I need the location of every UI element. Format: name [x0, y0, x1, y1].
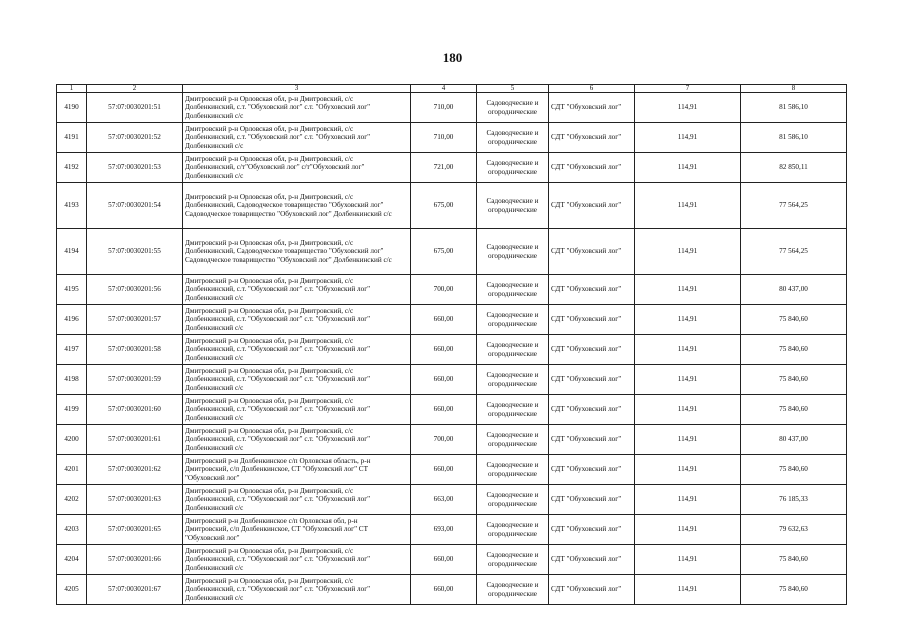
row-number-cell: 4193 — [57, 183, 87, 229]
area-cell: 700,00 — [411, 275, 477, 305]
address-line: Дмитровский р-н Орловская обл, р-н Дмитровский, с/с — [185, 486, 354, 495]
address-line: Долбенкинский с/с — [185, 293, 244, 302]
organization-cell: СДТ "Обуховский лог" — [549, 575, 635, 605]
unit-price-cell: 114,91 — [635, 425, 741, 455]
address-cell — [183, 545, 411, 575]
unit-price-cell: 114,91 — [635, 183, 741, 229]
land-use-line: огороднические — [488, 589, 537, 598]
row-number-cell: 4192 — [57, 153, 87, 183]
address-line: Долбенкинский, с.т. "Обуховский лог" с.т. "Обуховский лог" — [185, 585, 371, 594]
organization-cell: СДТ "Обуховский лог" — [549, 455, 635, 485]
address-line: Долбенкинский с/с — [185, 443, 244, 452]
unit-price-cell: 114,91 — [635, 305, 741, 335]
address-cell — [183, 93, 411, 123]
address-cell — [183, 515, 411, 545]
address-line: Долбенкинский с/с — [185, 353, 244, 362]
address-line: Дмитровский р-н Орловская обл, р-н Дмитровский, с/с — [185, 306, 354, 315]
organization-cell: СДТ "Обуховский лог" — [549, 545, 635, 575]
row-number-cell: 4197 — [57, 335, 87, 365]
row-number-cell: 4190 — [57, 93, 87, 123]
unit-price-cell: 114,91 — [635, 335, 741, 365]
address-line: Долбенкинский с/с — [185, 413, 244, 422]
cadastral-value-cell: 81 586,10 — [741, 93, 847, 123]
address-line: Дмитровский, с/п Долбенкинское, СТ "Обуховский лог" СТ — [185, 465, 368, 474]
area-cell: 660,00 — [411, 455, 477, 485]
address-line: Долбенкинский с/с — [185, 323, 244, 332]
organization-cell: СДТ "Обуховский лог" — [549, 425, 635, 455]
table-row — [57, 305, 847, 335]
row-number-cell: 4194 — [57, 229, 87, 275]
address-line: Долбенкинский, с.т. "Обуховский лог" с.т. "Обуховский лог" — [185, 133, 371, 142]
address-line: Долбенкинский, с.т. "Обуховский лог" с.т. "Обуховский лог" — [185, 345, 371, 354]
address-cell — [183, 485, 411, 515]
address-cell — [183, 575, 411, 605]
land-use-line: Садоводческие и — [486, 550, 539, 559]
area-cell: 693,00 — [411, 515, 477, 545]
table-row — [57, 183, 847, 229]
row-number-cell: 4201 — [57, 455, 87, 485]
cadastral-number-cell: 57:07:0030201:66 — [87, 545, 183, 575]
organization-cell: СДТ "Обуховский лог" — [549, 275, 635, 305]
cadastral-number-cell: 57:07:0030201:65 — [87, 515, 183, 545]
unit-price-cell: 114,91 — [635, 229, 741, 275]
address-line: Дмитровский р-н Долбенкинское с/п Орловская обл, р-н — [185, 516, 358, 525]
area-cell: 663,00 — [411, 485, 477, 515]
address-cell — [183, 153, 411, 183]
row-number-cell: 4199 — [57, 395, 87, 425]
cadastral-value-cell: 75 840,60 — [741, 335, 847, 365]
table-row — [57, 515, 847, 545]
row-number-cell: 4204 — [57, 545, 87, 575]
address-line: Дмитровский р-н Орловская обл, р-н Дмитровский, с/с — [185, 154, 354, 163]
cadastral-number-cell: 57:07:0030201:61 — [87, 425, 183, 455]
land-use-cell — [477, 365, 549, 395]
cadastral-value-cell: 75 840,60 — [741, 455, 847, 485]
cadastral-value-cell: 80 437,00 — [741, 275, 847, 305]
land-use-cell — [477, 335, 549, 365]
land-use-line: Садоводческие и — [486, 196, 539, 205]
cadastral-number-cell: 57:07:0030201:55 — [87, 229, 183, 275]
land-use-cell — [477, 183, 549, 229]
table-row — [57, 455, 847, 485]
area-cell: 675,00 — [411, 183, 477, 229]
table-row — [57, 395, 847, 425]
row-number-cell: 4195 — [57, 275, 87, 305]
address-line: Долбенкинский с/с — [185, 141, 244, 150]
table-row — [57, 93, 847, 123]
address-line: Долбенкинский, с/т"Обуховский лог" с/т"Обуховский лог" — [185, 163, 365, 172]
address-line: Дмитровский, с/п Долбенкинское, СТ "Обуховский лог" СТ — [185, 525, 368, 534]
land-use-cell — [477, 93, 549, 123]
land-use-line: Садоводческие и — [486, 430, 539, 439]
address-cell — [183, 123, 411, 153]
organization-cell: СДТ "Обуховский лог" — [549, 183, 635, 229]
row-number-cell: 4203 — [57, 515, 87, 545]
unit-price-cell: 114,91 — [635, 153, 741, 183]
cadastral-number-cell: 57:07:0030201:63 — [87, 485, 183, 515]
cadastral-value-cell: 75 840,60 — [741, 545, 847, 575]
area-cell: 660,00 — [411, 305, 477, 335]
area-cell: 710,00 — [411, 93, 477, 123]
table-row — [57, 575, 847, 605]
cadastral-value-cell: 75 840,60 — [741, 305, 847, 335]
address-line: Дмитровский р-н Орловская обл, р-н Дмитровский, с/с — [185, 192, 354, 201]
cadastral-number-cell: 57:07:0030201:62 — [87, 455, 183, 485]
address-line: Дмитровский р-н Орловская обл, р-н Дмитровский, с/с — [185, 124, 354, 133]
land-use-line: Садоводческие и — [486, 340, 539, 349]
land-use-line: Садоводческие и — [486, 460, 539, 469]
column-header-1: 1 — [57, 85, 87, 93]
cadastral-value-cell: 75 840,60 — [741, 575, 847, 605]
address-cell — [183, 183, 411, 229]
land-use-line: огороднические — [488, 439, 537, 448]
cadastral-number-cell: 57:07:0030201:51 — [87, 93, 183, 123]
column-header-2: 2 — [87, 85, 183, 93]
land-use-line: огороднические — [488, 107, 537, 116]
land-use-cell — [477, 123, 549, 153]
cadastral-value-cell: 75 840,60 — [741, 395, 847, 425]
unit-price-cell: 114,91 — [635, 395, 741, 425]
address-line: Садоводческое товарищество "Обуховский лог" Долбенкинский с/с — [185, 209, 392, 218]
address-line: Долбенкинский, Садоводческое товарищество "Обуховский лог" — [185, 247, 384, 256]
area-cell: 660,00 — [411, 335, 477, 365]
organization-cell: СДТ "Обуховский лог" — [549, 229, 635, 275]
organization-cell: СДТ "Обуховский лог" — [549, 365, 635, 395]
address-line: "Обуховский лог" — [185, 473, 240, 482]
cadastral-value-cell: 79 632,63 — [741, 515, 847, 545]
column-header-row — [57, 85, 847, 93]
land-use-line: огороднические — [488, 499, 537, 508]
row-number-cell: 4196 — [57, 305, 87, 335]
column-header-4: 4 — [411, 85, 477, 93]
cadastral-value-cell: 77 564,25 — [741, 183, 847, 229]
organization-cell: СДТ "Обуховский лог" — [549, 123, 635, 153]
row-number-cell: 4198 — [57, 365, 87, 395]
cadastral-number-cell: 57:07:0030201:59 — [87, 365, 183, 395]
land-use-cell — [477, 485, 549, 515]
row-number-cell: 4205 — [57, 575, 87, 605]
address-line: Дмитровский р-н Орловская обл, р-н Дмитровский, с/с — [185, 366, 354, 375]
unit-price-cell: 114,91 — [635, 123, 741, 153]
cadastral-value-cell: 81 586,10 — [741, 123, 847, 153]
area-cell: 721,00 — [411, 153, 477, 183]
unit-price-cell: 114,91 — [635, 575, 741, 605]
address-cell — [183, 229, 411, 275]
land-use-line: Садоводческие и — [486, 580, 539, 589]
column-header-5: 5 — [477, 85, 549, 93]
cadastral-value-cell: 77 564,25 — [741, 229, 847, 275]
area-cell: 710,00 — [411, 123, 477, 153]
address-line: Дмитровский р-н Долбенкинское с/п Орловская область, р-н — [185, 456, 371, 465]
organization-cell: СДТ "Обуховский лог" — [549, 515, 635, 545]
address-line: Долбенкинский с/с — [185, 171, 244, 180]
area-cell: 660,00 — [411, 365, 477, 395]
land-use-line: Садоводческие и — [486, 520, 539, 529]
land-use-line: Садоводческие и — [486, 310, 539, 319]
address-cell — [183, 425, 411, 455]
cadastral-number-cell: 57:07:0030201:58 — [87, 335, 183, 365]
address-cell — [183, 275, 411, 305]
organization-cell: СДТ "Обуховский лог" — [549, 395, 635, 425]
column-header-3: 3 — [183, 85, 411, 93]
address-line: Долбенкинский с/с — [185, 563, 244, 572]
table-row — [57, 335, 847, 365]
land-use-line: Садоводческие и — [486, 490, 539, 499]
column-header-7: 7 — [635, 85, 741, 93]
table-row — [57, 275, 847, 305]
land-use-line: Садоводческие и — [486, 158, 539, 167]
table-row — [57, 365, 847, 395]
address-line: Долбенкинский, с.т. "Обуховский лог" с.т. "Обуховский лог" — [185, 405, 371, 414]
address-line: Долбенкинский, с.т. "Обуховский лог" с.т. "Обуховский лог" — [185, 495, 371, 504]
table-row — [57, 425, 847, 455]
cadastral-value-cell: 82 850,11 — [741, 153, 847, 183]
land-use-cell — [477, 515, 549, 545]
area-cell: 660,00 — [411, 395, 477, 425]
cadastral-number-cell: 57:07:0030201:57 — [87, 305, 183, 335]
table-row — [57, 229, 847, 275]
address-cell — [183, 395, 411, 425]
column-header-6: 6 — [549, 85, 635, 93]
unit-price-cell: 114,91 — [635, 485, 741, 515]
land-use-line: огороднические — [488, 167, 537, 176]
table-row — [57, 123, 847, 153]
address-line: "Обуховский лог" — [185, 533, 240, 542]
land-use-cell — [477, 575, 549, 605]
address-line: Долбенкинский с/с — [185, 503, 244, 512]
cadastral-number-cell: 57:07:0030201:54 — [87, 183, 183, 229]
organization-cell: СДТ "Обуховский лог" — [549, 335, 635, 365]
address-line: Дмитровский р-н Орловская обл, р-н Дмитровский, с/с — [185, 426, 354, 435]
address-line: Долбенкинский с/с — [185, 111, 244, 120]
land-use-cell — [477, 545, 549, 575]
row-number-cell: 4200 — [57, 425, 87, 455]
page-number: 180 — [442, 50, 463, 65]
land-use-line: огороднические — [488, 469, 537, 478]
area-cell: 675,00 — [411, 229, 477, 275]
cadastral-number-cell: 57:07:0030201:67 — [87, 575, 183, 605]
land-use-line: огороднические — [488, 289, 537, 298]
land-use-line: Садоводческие и — [486, 242, 539, 251]
land-use-line: огороднические — [488, 379, 537, 388]
address-cell — [183, 455, 411, 485]
unit-price-cell: 114,91 — [635, 545, 741, 575]
registry-table — [56, 84, 847, 605]
address-line: Дмитровский р-н Орловская обл, р-н Дмитровский, с/с — [185, 396, 354, 405]
cadastral-value-cell: 76 185,33 — [741, 485, 847, 515]
address-line: Садоводческое товарищество "Обуховский лог" Долбенкинский с/с — [185, 255, 392, 264]
land-use-cell — [477, 425, 549, 455]
cadastral-value-cell: 80 437,00 — [741, 425, 847, 455]
land-use-line: Садоводческие и — [486, 98, 539, 107]
land-use-line: Садоводческие и — [486, 128, 539, 137]
land-use-line: огороднические — [488, 319, 537, 328]
address-cell — [183, 335, 411, 365]
land-use-line: огороднические — [488, 349, 537, 358]
cadastral-number-cell: 57:07:0030201:53 — [87, 153, 183, 183]
unit-price-cell: 114,91 — [635, 455, 741, 485]
land-use-line: огороднические — [488, 559, 537, 568]
area-cell: 660,00 — [411, 575, 477, 605]
address-line: Долбенкинский, Садоводческое товарищество "Обуховский лог" — [185, 201, 384, 210]
address-line: Долбенкинский, с.т. "Обуховский лог" с.т. "Обуховский лог" — [185, 103, 371, 112]
land-use-line: огороднические — [488, 529, 537, 538]
land-use-line: огороднические — [488, 137, 537, 146]
land-use-line: Садоводческие и — [486, 370, 539, 379]
cadastral-number-cell: 57:07:0030201:52 — [87, 123, 183, 153]
table-row — [57, 485, 847, 515]
cadastral-value-cell: 75 840,60 — [741, 365, 847, 395]
address-line: Долбенкинский с/с — [185, 593, 244, 602]
row-number-cell: 4202 — [57, 485, 87, 515]
unit-price-cell: 114,91 — [635, 515, 741, 545]
address-line: Дмитровский р-н Орловская обл, р-н Дмитровский, с/с — [185, 576, 354, 585]
land-use-line: огороднические — [488, 205, 537, 214]
table-row — [57, 153, 847, 183]
table-row — [57, 545, 847, 575]
land-use-cell — [477, 305, 549, 335]
organization-cell: СДТ "Обуховский лог" — [549, 485, 635, 515]
table-body — [57, 93, 847, 605]
address-line: Долбенкинский, с.т. "Обуховский лог" с.т. "Обуховский лог" — [185, 285, 371, 294]
address-line: Долбенкинский, с.т. "Обуховский лог" с.т. "Обуховский лог" — [185, 315, 371, 324]
row-number-cell: 4191 — [57, 123, 87, 153]
land-use-line: Садоводческие и — [486, 400, 539, 409]
land-use-line: огороднические — [488, 409, 537, 418]
cadastral-number-cell: 57:07:0030201:56 — [87, 275, 183, 305]
unit-price-cell: 114,91 — [635, 275, 741, 305]
column-header-8: 8 — [741, 85, 847, 93]
address-line: Дмитровский р-н Орловская обл, р-н Дмитровский, с/с — [185, 276, 354, 285]
address-line: Долбенкинский, с.т. "Обуховский лог" с.т. "Обуховский лог" — [185, 555, 371, 564]
address-line: Долбенкинский с/с — [185, 383, 244, 392]
organization-cell: СДТ "Обуховский лог" — [549, 305, 635, 335]
area-cell: 660,00 — [411, 545, 477, 575]
land-use-cell — [477, 153, 549, 183]
address-line: Дмитровский р-н Орловская обл, р-н Дмитровский, с/с — [185, 94, 354, 103]
unit-price-cell: 114,91 — [635, 93, 741, 123]
land-use-cell — [477, 275, 549, 305]
address-line: Дмитровский р-н Орловская обл, р-н Дмитровский, с/с — [185, 336, 354, 345]
address-line: Дмитровский р-н Орловская обл, р-н Дмитровский, с/с — [185, 238, 354, 247]
address-cell — [183, 305, 411, 335]
address-line: Долбенкинский, с.т. "Обуховский лог" с.т. "Обуховский лог" — [185, 375, 371, 384]
land-use-cell — [477, 455, 549, 485]
cadastral-number-cell: 57:07:0030201:60 — [87, 395, 183, 425]
land-use-cell — [477, 395, 549, 425]
organization-cell: СДТ "Обуховский лог" — [549, 153, 635, 183]
address-line: Долбенкинский, с.т. "Обуховский лог" с.т. "Обуховский лог" — [185, 435, 371, 444]
unit-price-cell: 114,91 — [635, 365, 741, 395]
area-cell: 700,00 — [411, 425, 477, 455]
address-cell — [183, 365, 411, 395]
land-use-line: огороднические — [488, 251, 537, 260]
address-line: Дмитровский р-н Орловская обл, р-н Дмитровский, с/с — [185, 546, 354, 555]
organization-cell: СДТ "Обуховский лог" — [549, 93, 635, 123]
land-use-line: Садоводческие и — [486, 280, 539, 289]
land-use-cell — [477, 229, 549, 275]
